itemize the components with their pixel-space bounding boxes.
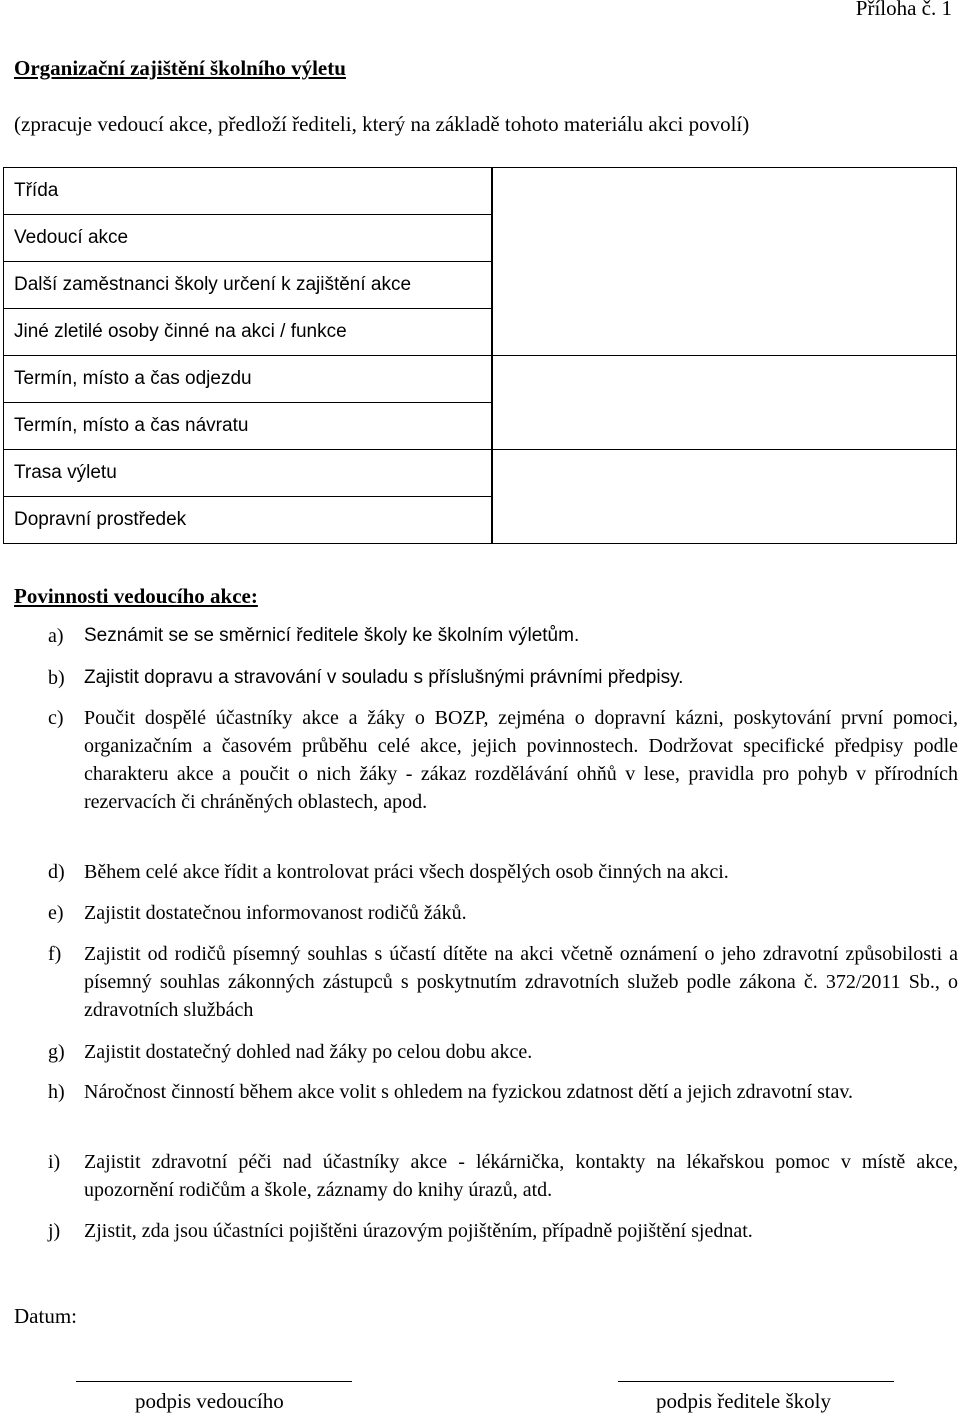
table-row [4,450,957,497]
list-letter: h) [48,1081,65,1103]
list-item [48,1217,958,1245]
page-subtitle: (zpracuje vedoucí akce, předloží řediteli, který na základě tohoto materiálu akci povolí) [14,112,750,136]
list-item [48,899,958,927]
duties-heading: Povinnosti vedoucího akce: [14,584,258,608]
list-letter: b) [48,667,65,689]
row-label-leader: Vedoucí akce [4,215,493,262]
list-letter: d) [48,861,65,883]
value-field-route-transport[interactable] [492,450,957,544]
list-letter: i) [48,1151,61,1173]
list-text: Zajistit zdravotní péči nad účastníky akce - lékárnička, kontakty na lékařskou pomoc v místě akce, upozornění rodičům a škole, záznamy do knihy úrazů, atd. [84,1151,958,1201]
list-item [48,1148,958,1204]
list-item [48,1078,958,1106]
list-letter: e) [48,902,64,924]
page-title: Organizační zajištění školního výletu [14,56,346,80]
row-label-departure: Termín, místo a čas odjezdu [4,356,493,403]
list-text: Seznámit se se směrnicí ředitele školy ke školním výletům. [84,625,580,646]
row-label-transport: Dopravní prostředek [4,497,493,544]
list-item [48,858,958,886]
list-text: Zjistit, zda jsou účastníci pojištěni úrazovým pojištěním, případně pojištění sjednat. [84,1220,753,1242]
list-item [48,940,958,1024]
list-letter: a) [48,625,64,647]
row-label-other-adults: Jiné zletilé osoby činné na akci / funkce [4,309,493,356]
row-label-route: Trasa výletu [4,450,493,497]
list-letter: g) [48,1041,65,1063]
list-item [48,704,958,816]
list-item [48,664,958,692]
row-label-return: Termín, místo a čas návratu [4,403,493,450]
date-label: Datum: [14,1304,77,1328]
list-text: Zajistit dopravu a stravování v souladu s příslušnými právními předpisy. [84,667,684,688]
row-label-staff: Další zaměstnanci školy určení k zajištění akce [4,262,493,309]
list-item [48,622,958,650]
signature-label-director: podpis ředitele školy [656,1389,831,1413]
list-text: Náročnost činností během akce volit s ohledem na fyzickou zdatnost dětí a jejich zdravotní stav. [84,1081,854,1103]
list-text: Zajistit dostatečný dohled nad žáky po celou dobu akce. [84,1041,533,1063]
list-text: Zajistit od rodičů písemný souhlas s účastí dítěte na akci včetně oznámení o jeho zdravotní způsobilosti a písemný souhlas zákonných zástupců s poskytnutím zdravotních služeb podle zákona č. 372/2011 Sb., o zdravotních službách [84,943,958,1021]
value-field-schedule[interactable] [492,356,957,450]
list-text: Zajistit dostatečnou informovanost rodičů žáků. [84,902,467,924]
list-letter: j) [48,1220,61,1242]
signature-line-leader [76,1381,352,1382]
list-text: Poučit dospělé účastníky akce a žáky o BOZP, zejména o dopravní kázni, poskytování první pomoci, organizačním a časovém průběhu celé akce, jejich povinnostech. Dodržovat specifické předpisy podle charakteru akce a poučit o nich žáky - zákaz rozdělávání ohňů v lese, pravidla pro pohyb v přírodních rezervacích či chráněných oblastech, apod. [84,707,958,813]
list-letter: c) [48,707,64,729]
trip-info-table [3,167,957,544]
row-label-class: Třída [4,168,493,215]
list-item [48,1038,958,1066]
signature-label-leader: podpis vedoucího [135,1389,284,1413]
signature-line-director [618,1381,894,1382]
list-text: Během celé akce řídit a kontrolovat práci všech dospělých osob činných na akci. [84,861,729,883]
table-row [4,168,957,215]
value-field-staff[interactable] [492,168,957,356]
attachment-label: Příloha č. 1 [855,0,952,20]
table-row [4,356,957,403]
list-letter: f) [48,943,62,965]
